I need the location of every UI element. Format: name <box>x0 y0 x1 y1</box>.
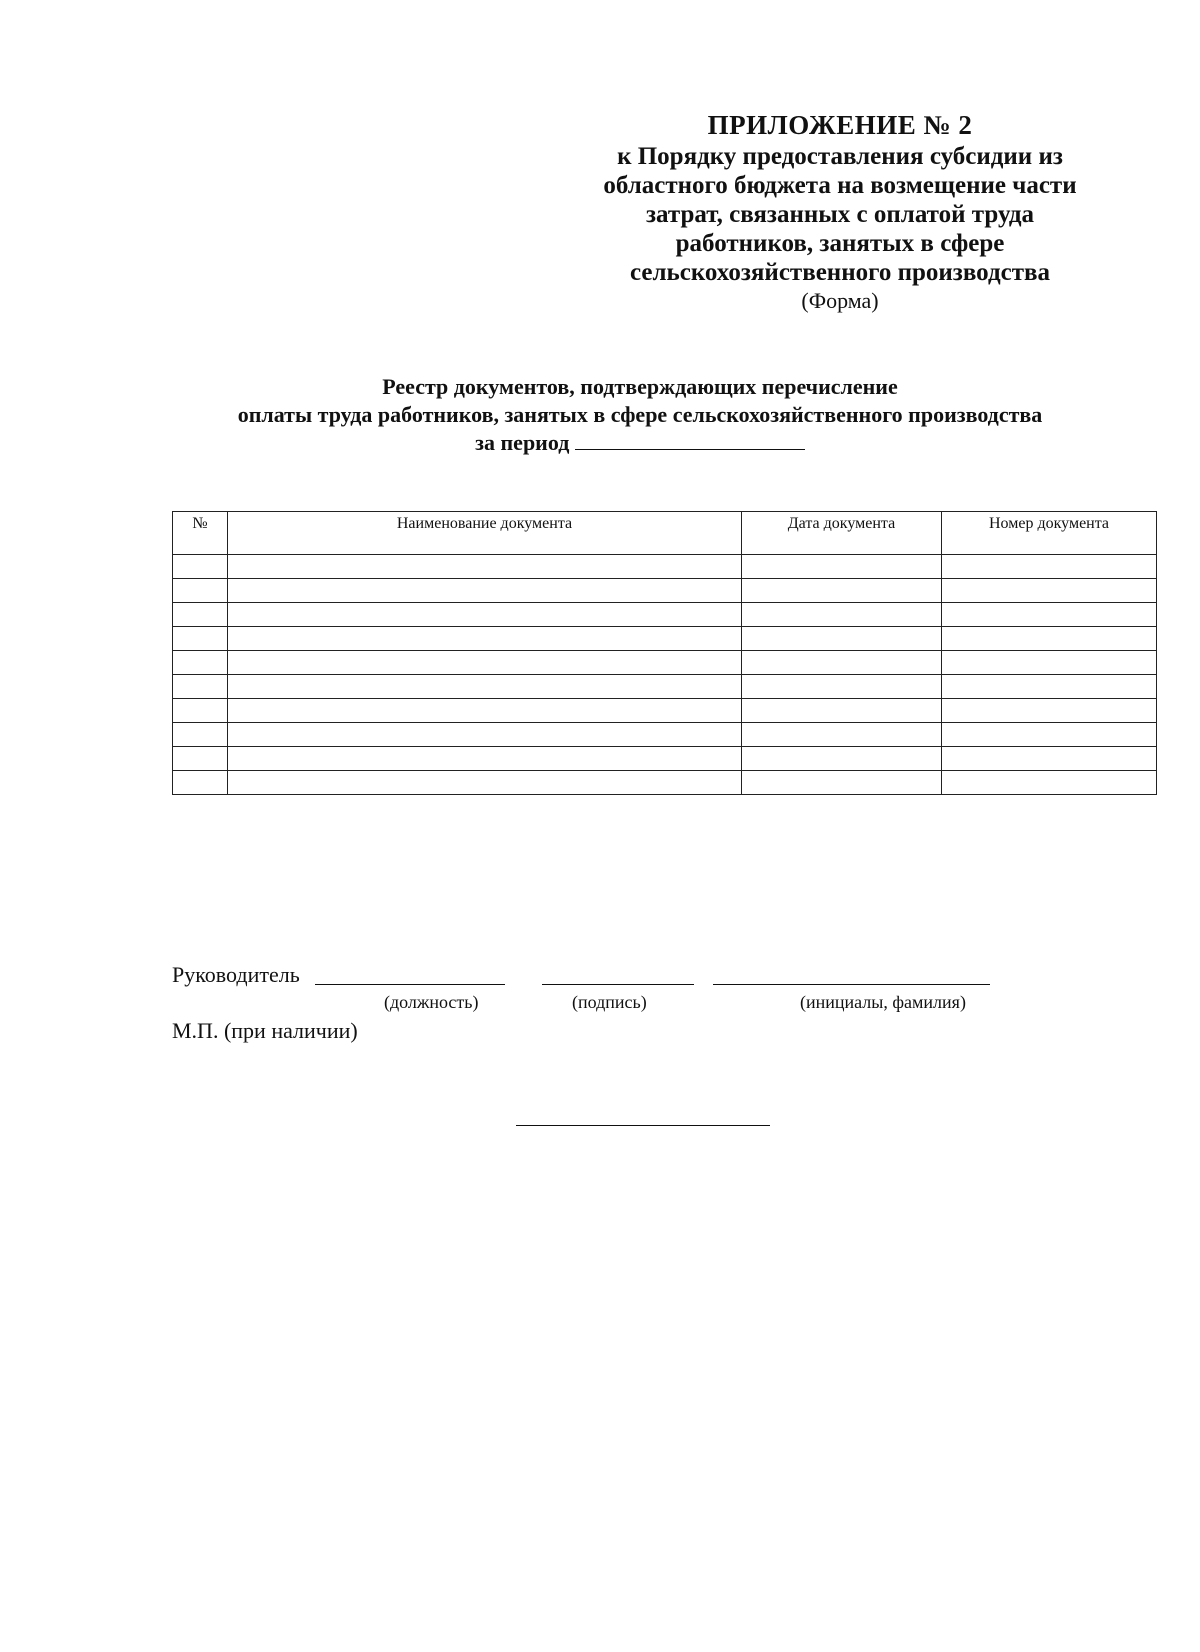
period-blank[interactable] <box>575 429 805 450</box>
table-row <box>173 699 1157 723</box>
cell-document-number[interactable] <box>942 723 1157 747</box>
cell-document-date[interactable] <box>742 627 942 651</box>
registry-title-line: оплаты труда работников, занятых в сфере сельскохозяйственного производства <box>237 402 1043 427</box>
appendix-block <box>560 108 1120 314</box>
table-row <box>173 555 1157 579</box>
cell-number[interactable] <box>173 699 228 723</box>
cell-document-number[interactable] <box>942 651 1157 675</box>
cell-document-number[interactable] <box>942 675 1157 699</box>
cell-document-date[interactable] <box>742 723 942 747</box>
cell-number[interactable] <box>173 555 228 579</box>
appendix-line: работников, занятых в сфере <box>675 230 1005 257</box>
cell-document-name[interactable] <box>228 579 742 603</box>
column-header-document-number: Номер документа <box>942 512 1157 555</box>
cell-document-number[interactable] <box>942 555 1157 579</box>
cell-number[interactable] <box>173 675 228 699</box>
table-header-row <box>173 512 1157 555</box>
cell-document-name[interactable] <box>228 675 742 699</box>
table-row <box>173 579 1157 603</box>
appendix-line: сельскохозяйственного производства <box>630 259 1050 286</box>
cell-document-name[interactable] <box>228 555 742 579</box>
cell-document-date[interactable] <box>742 603 942 627</box>
appendix-line: к Порядку предоставления субсидии из <box>617 143 1063 170</box>
head-label: Руководитель <box>172 962 300 987</box>
cell-document-name[interactable] <box>228 699 742 723</box>
signature-block <box>172 958 1032 1043</box>
table-row <box>173 627 1157 651</box>
cell-document-name[interactable] <box>228 627 742 651</box>
appendix-title: ПРИЛОЖЕНИЕ № 2 <box>707 110 973 140</box>
cell-document-date[interactable] <box>742 771 942 795</box>
cell-document-date[interactable] <box>742 651 942 675</box>
table-row <box>173 723 1157 747</box>
cell-document-date[interactable] <box>742 699 942 723</box>
cell-document-name[interactable] <box>228 603 742 627</box>
cell-document-number[interactable] <box>942 747 1157 771</box>
form-label: (Форма) <box>801 288 879 313</box>
cell-document-number[interactable] <box>942 627 1157 651</box>
cell-document-name[interactable] <box>228 747 742 771</box>
cell-number[interactable] <box>173 579 228 603</box>
column-header-number: № <box>173 512 228 555</box>
cell-document-name[interactable] <box>228 723 742 747</box>
period-label: за период <box>475 430 570 455</box>
table-row <box>173 771 1157 795</box>
signature-line[interactable] <box>542 984 694 985</box>
cell-document-date[interactable] <box>742 579 942 603</box>
cell-document-number[interactable] <box>942 699 1157 723</box>
position-hint: (должность) <box>384 992 479 1012</box>
column-header-document-date: Дата документа <box>742 512 942 555</box>
bottom-separator-line <box>516 1125 770 1126</box>
cell-document-number[interactable] <box>942 579 1157 603</box>
name-line[interactable] <box>713 984 990 985</box>
column-header-document-name: Наименование документа <box>228 512 742 555</box>
table-body <box>173 555 1157 795</box>
period-row <box>170 429 1110 457</box>
table-row <box>173 675 1157 699</box>
cell-document-date[interactable] <box>742 675 942 699</box>
cell-number[interactable] <box>173 723 228 747</box>
cell-document-number[interactable] <box>942 771 1157 795</box>
cell-number[interactable] <box>173 747 228 771</box>
appendix-line: областного бюджета на возмещение части <box>603 172 1077 199</box>
cell-number[interactable] <box>173 627 228 651</box>
cell-document-date[interactable] <box>742 555 942 579</box>
table-row <box>173 651 1157 675</box>
registry-title <box>170 373 1110 457</box>
cell-number[interactable] <box>173 651 228 675</box>
cell-document-name[interactable] <box>228 771 742 795</box>
cell-number[interactable] <box>173 771 228 795</box>
registry-title-line: Реестр документов, подтверждающих перечисление <box>382 374 898 399</box>
position-line[interactable] <box>315 984 505 985</box>
cell-document-number[interactable] <box>942 603 1157 627</box>
appendix-line: затрат, связанных с оплатой труда <box>645 201 1035 228</box>
cell-number[interactable] <box>173 603 228 627</box>
stamp-label: М.П. (при наличии) <box>172 1018 358 1043</box>
documents-table <box>172 511 1157 795</box>
signature-hint: (подпись) <box>572 992 647 1012</box>
cell-document-date[interactable] <box>742 747 942 771</box>
signature-row <box>172 958 1032 1012</box>
table-row <box>173 747 1157 771</box>
cell-document-name[interactable] <box>228 651 742 675</box>
name-hint: (инициалы, фамилия) <box>800 992 966 1012</box>
table-row <box>173 603 1157 627</box>
